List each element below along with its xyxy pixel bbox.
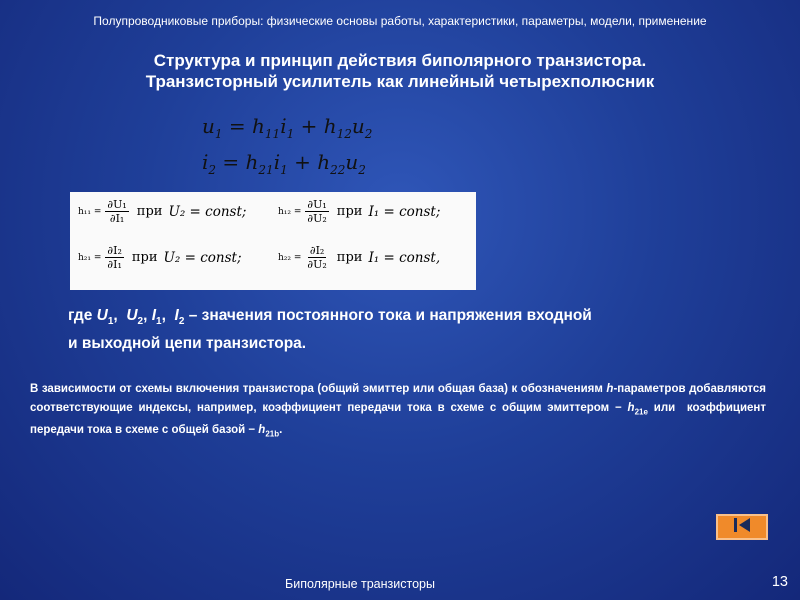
eq2-c1: h: [245, 150, 259, 174]
h12-lhs: h₁₂ =: [278, 206, 302, 217]
eq1-v2: u: [351, 114, 365, 138]
eq1-c1: h: [252, 114, 265, 138]
where-i1: I: [151, 307, 157, 324]
para-h21e-sub: 21e: [634, 407, 648, 417]
eq2-lhs-sub: 2: [208, 163, 217, 177]
h11-lhs: h₁₁ =: [78, 206, 102, 217]
h12-pri: при: [336, 204, 363, 219]
eq1-equals: =: [228, 114, 246, 138]
h11-numerator: ∂U₁: [107, 198, 127, 211]
where-u1: U: [96, 307, 108, 324]
h12-condition: I₁ = const;: [368, 203, 441, 220]
slide-header: Полупроводниковые приборы: физические основы работы, характеристики, параметры, модели, применение: [93, 14, 707, 28]
title-line-1: Структура и принцип действия биполярного транзистора.: [153, 51, 647, 70]
h12-numerator: ∂U₁: [307, 198, 327, 211]
h22-denominator: ∂U₂: [307, 258, 327, 271]
h21-denominator: ∂I₁: [107, 258, 122, 271]
h22-lhs: h₂₂ =: [278, 252, 302, 263]
where-rest1: – значения постоянного тока и напряжения входной: [184, 307, 592, 324]
eq1-v2-sub: 2: [364, 127, 373, 141]
equation-u1: [202, 114, 372, 141]
h22-definition: [278, 244, 440, 271]
eq2-lhs: i: [202, 150, 209, 174]
h21-pri: при: [131, 250, 158, 265]
para-part4: .: [279, 424, 283, 437]
eq1-lhs: u: [202, 114, 215, 138]
where-sep1: ,: [113, 307, 127, 324]
h21-numerator: ∂I₂: [107, 244, 122, 257]
h11-condition: U₂ = const;: [168, 203, 247, 220]
eq2-plus: +: [294, 150, 311, 174]
eq1-lhs-sub: 1: [214, 127, 223, 141]
equation-i2: [202, 150, 366, 177]
eq2-equals: =: [222, 150, 240, 174]
where-i1-sub: 1: [156, 316, 162, 328]
eq1-v1-sub: 1: [286, 127, 295, 141]
eq2-c2-sub: 22: [330, 163, 346, 177]
eq2-v1: i: [273, 150, 281, 174]
h21-definition: [78, 244, 242, 271]
where-u2: U: [126, 307, 138, 324]
h22-fraction: [305, 244, 328, 271]
h12-definition: [278, 198, 440, 225]
para-h21b: h: [258, 424, 266, 437]
where-u2-sub: 2: [137, 316, 144, 328]
h22-pri: при: [336, 250, 363, 265]
where-u1-sub: 1: [107, 316, 114, 328]
page-number: 13: [771, 574, 788, 590]
para-part2: -параметров добавляются соответствующие индексы, например, коэффициент передачи тока в схеме с общим эмиттером −: [30, 383, 766, 414]
h21-lhs: h₂₁ =: [78, 252, 102, 263]
eq2-v1-sub: 1: [280, 163, 288, 177]
eq1-c2-sub: 12: [336, 127, 352, 141]
where-i2: I: [174, 307, 179, 324]
where-line-2: и выходной цепи транзистора.: [68, 335, 307, 353]
where-line-1: [68, 305, 768, 333]
skip-to-first-icon: [731, 517, 753, 538]
h21-condition: U₂ = const;: [163, 249, 242, 266]
h12-fraction: [305, 198, 328, 225]
eq2-v2-sub: 2: [358, 163, 366, 177]
title-line-2: Транзисторный усилитель как линейный четырехполюсник: [145, 72, 655, 91]
eq1-v1: i: [280, 114, 287, 138]
eq2-v2: u: [345, 150, 359, 174]
para-part1: В зависимости от схемы включения транзистора (общий эмиттер или общая база) к обозначениям: [30, 383, 607, 395]
eq1-c1-sub: 11: [264, 127, 281, 141]
h11-denominator: ∂I₁: [109, 212, 125, 225]
para-h21e: h: [627, 402, 635, 414]
h-parameters-box: [70, 192, 476, 290]
para-part3: или коэффициент передачи тока в схеме с общей базой −: [30, 402, 770, 437]
where-i2-sub: 2: [178, 316, 185, 328]
where-prefix: где: [68, 307, 97, 324]
eq2-c2: h: [317, 150, 331, 174]
h11-definition: [78, 198, 246, 225]
eq2-c1-sub: 21: [258, 163, 274, 177]
para-h21b-sub: 21b: [265, 429, 280, 439]
where-sep3: ,: [161, 307, 175, 324]
h11-pri: при: [136, 204, 163, 219]
h22-numerator: ∂I₂: [309, 244, 325, 257]
h22-condition: I₁ = const,: [368, 249, 441, 266]
footer-title: Биполярные транзисторы: [285, 577, 435, 591]
h11-fraction: [105, 198, 128, 225]
para-h-letter: h: [606, 383, 614, 395]
eq1-plus: +: [300, 114, 318, 138]
go-to-first-slide-button[interactable]: [716, 514, 768, 540]
h21-fraction: [105, 244, 123, 271]
variables-explanation: [68, 305, 768, 355]
eq1-c2: h: [323, 114, 337, 138]
slide-title: [0, 50, 800, 92]
h-parameters-indices-paragraph: [30, 380, 770, 444]
h12-denominator: ∂U₂: [307, 212, 327, 225]
where-sep2: ,: [143, 307, 152, 324]
